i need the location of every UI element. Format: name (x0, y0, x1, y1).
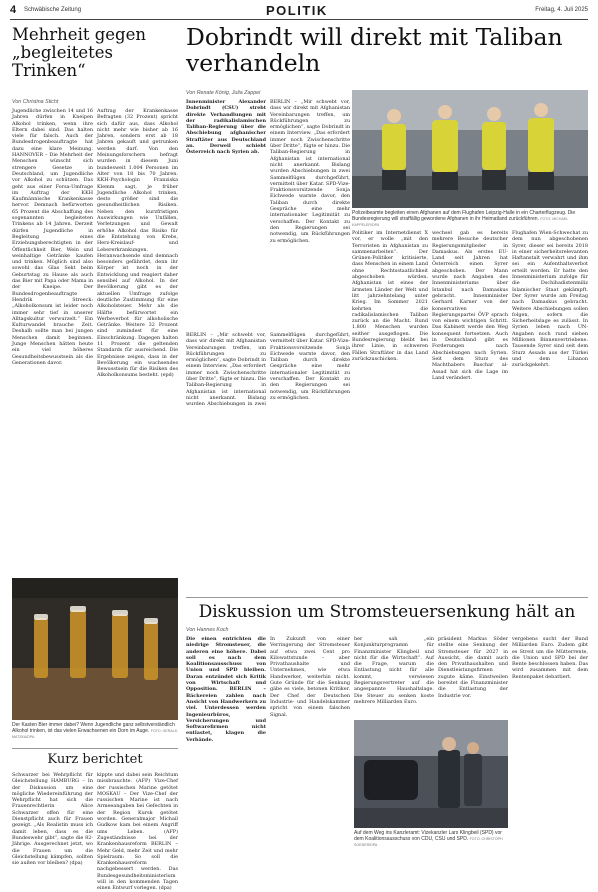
beer-photo-credit: FOTO: GERALD MATZKA/DPA (12, 729, 178, 739)
beer-photo-caption (12, 722, 178, 740)
story2-photo-credit: FOTO: CHRISTOPH SOEDER/DPA (354, 837, 503, 847)
beer-photo (12, 578, 178, 720)
story2-divider (186, 597, 588, 598)
main-photo-credit: FOTO: MICHAEL KAPPELER/DPA (352, 217, 569, 227)
section-title: POLITIK (266, 3, 328, 18)
story2-column-2: In Zukunft von einer Verringerung der Stromsteuer auf etwa zwei Cent pro Kilowattstunde – aber Privathaushalte und Unternehmen, wie etwa Handwerker, weiterhin nicht. Gute Gründe für die Senkung gäbe es viele, betonen Kritiker. Der Chef der Deutschen Industrie- und Handelskammer spricht von einem falschen Signal. (270, 636, 350, 718)
story2-column-4: präsident Markus Söder stellte eine Senkung der Stromsteuer für 2027 in Aussicht, die damit auch den Privathaushalten und Dienstleistungsfirmen zugute käme. Einstweilen bereitet die Finanzminister die Entlastung der Industrie vor. (438, 636, 508, 699)
page-header (10, 4, 588, 20)
main-article-column-4: wechsel gab es bereits mehrere Besuche deutscher Regierungsmitglieder in Damaskus. Als erstes EU-Land seit Jahren hat Österreich einen Syrer abgeschoben. Der Mann wurde nach Angaben des Innenministeriums über Istanbul nach Damaskus gebracht. Innenminister Gerhard Karner von der konservativen Regierungspartei ÖVP sprach von einem wichtigen Schritt. Das Kabinett werde den Weg konsequent fortsetzen. Auch in Deutschland gibt es Forderungen nach Abschiebungen nach Syrien. Seit dem Sturz des Machthabers Baschar al-Assad hat sich die Lage im Land verändert. (432, 230, 508, 381)
main-caption-text: Polizeibeamte begleiten einen Afghanen auf dem Flughafen Leipzig-Halle in ein Charterflugzeug. Die Bundesregierung will straffällig gewordene Afghanen in ihr Heimatland zurückführen. (352, 210, 576, 222)
story2-byline: Von Hannes Koch (186, 627, 229, 633)
main-article-column-2: BERLIN – „Mir schwebt vor, dass wir direkt mit Afghanistan Vereinbarungen treffen, um Rückführungen zu ermöglichen“, sagte Dobrindt in einem Interview. „Das erfordert immer noch Zwischenschritte über Dritte“, fügte er hinzu. Die Taliban-Regierung in Afghanistan ist international nicht anerkannt. Bislang wurden Abschiebungen in zwei Sammelflügen durchgeführt, vermittelt über Katar. SPD-Vize-Fraktionsvorsitzende Sonja Eichwede warnte davor, den Taliban durch direkte Gespräche eine mehr internationaler Legitimität zu verschaffen. Der Kontakt zu den Regierungen sei notwendig, um Rückführungen zu ermöglichen. (270, 99, 350, 244)
story2-column-5: vergebens sucht der Bund Milliarden Euro. Zudem gibt es Streit um die Mütterrente, die Union und SPD bei der Rente beschlossen haben. Das wird zusammen mit dem Rentenpaket debattiert. (512, 636, 588, 680)
kurz-item-schwarzer: Schwarzer bei Wehrpflicht für Gleichstellung HAMBURG – In der Diskussion um eine mögliche Wiedereinführung der Wehrpflicht hat sich die Frauenrechtlerin Alice Schwarzer offen für eine Dienstpflicht auch für Frauen gezeigt. „Als Realistin muss ich damit leben, dass es die Bundeswehr gibt“, sagte die 82-Jährige. Ausgerechnet jetzt, wo die Frauen um die Gleichstellung kämpfen, sollten sie außen vor bleiben? (dpa) (12, 772, 93, 867)
left-article-column-2: Auftrag der Krankenkasse Befragten (32 Prozent) spricht sich dafür aus, dass Alkohol nicht mehr wie bisher ab 16 Jahren, sondern erst ab 18 Jahren gekauft und getrunken werden darf. Von den Meinungsforschern befragt wurden in diesem Juni bundesweit 1.004 Personen im Alter von 18 bis 70 Jahren. KKH-Psychologin Franziska Klemm sagt, je früher Jugendliche Alkohol trinken, desto größer sind die gesundheitlichen Risiken. Neben den kurzfristigen Auswirkungen wie Unfällen, Verletzungen und Gewalt erhöhe Alkohol das Risiko für die Entstehung von Krebs, Herz-Kreislauf- und Lebererkrankungen. Heranwachsende sind demnach besonders gefährdet, denn ihr Körper ist noch in der Entwicklung und reagiert daher sensibel auf Alkohol. In der Bevölkerung gibt es der aktuellen Umfrage zufolge deutliche Zustimmung für eine Alkoholsteuer. Mehr als die Hälfte befürwortet ein Werbeverbot für alkoholische Getränke. Weitere 32 Prozent sind zumindest für eine Einschränkung. Dagegen halten 11 Prozent die geltenden Standards für ausreichend. Die Ergebnisse zeigen, dass in der Bevölkerung ein wachsendes Bewusstsein für die Risiken des Alkoholkonsums besteht. (epd) (97, 108, 178, 379)
story2-photo-caption (354, 830, 508, 848)
main-article-lead: Innenminister Alexander Dobrindt (CSU) strebt direkte Verhandlungen mit der radikalislamischen Taliban-Regierung über die Abschiebung afghanischer Straftäter aus Deutschland an. Derweil schiebt Österreich nach Syrien ab. (186, 99, 266, 156)
beer-caption-text: Der Kasten Bier immer dabei? Wenn Jugendliche ganz selbstverständlich Alkohol trinken, ist das vielen Erwachsenen ein Dorn im Auge. (12, 722, 175, 734)
main-article-column-3: Politiker im Internetdienst X vor, er wolle „mit den Terroristen in Afghanistan zu sammenarbeiten“. Der Grünen-Politiker kritisierte, dass Menschen in einem Land ohne Rechtsstaatlichkeit abgeschoben würden. Afghanistan ist eines der ärmsten Länder der Welt und litt jahrzehntelang unter Krieg. Im Sommer 2021 kehrten die radikalislamischen Taliban zurück an die Macht. Rund 1.800 Menschen wurden seither ausgeflogen. Die Bundesregierung bleibt bei ihrer Linie, in schweren Fällen Straftäter in das Land zurückzuschicken. (352, 230, 428, 362)
klingbeil-photo (354, 720, 508, 828)
story2-caption-text: Auf dem Weg ins Kanzleramt: Vizekanzler Lars Klingbeil (SPD) vor dem Koalitionsausschuss von CDU, CSU und SPD. (354, 830, 502, 842)
story2-column-3: her sah „ein Konjunkturprogramm für Finanzminister Klingbeil und nicht für die Wirtschaft“. Auf die Frage, warum die Entlastung nicht für alle kommt, verwiesen Regierungsvertreter auf die angespannte Haushaltslage. Die Steuer zu senken koste mehrere Milliarden Euro. (354, 636, 434, 705)
deportation-photo (352, 90, 588, 208)
story2-lead: Die einen entrichten die niedrige Stromsteuer, die anderen eine höhere. Dabei soll es nach dem Koalitionsausschuss von Union und SPD bleiben. Daran entzündet sich Kritik von Wirtschaft und Opposition. BERLIN – Bäckereien zahlen nach Ansicht von Handwerkern zu viel. Unterdessen werden Ingenieurbüros, Versicherungen und Softwarefirmen nicht entlastet, klagen die Verbände. (186, 636, 266, 743)
issue-date: Freitag, 4. Juli 2025 (535, 7, 588, 13)
kurz-divider (12, 748, 178, 749)
story2-title: Diskussion um Stromsteuersenkung hält an (198, 602, 576, 622)
main-article-byline: Von Renate König, Julia Zappei (186, 90, 261, 96)
left-article-column-1: Jugendliche zwischen 14 und 16 Jahren dürfen in Kneipen Alkohol trinken, wenn ihre Eltern dabei sind. Das halten viele für falsch. Auch der Bundesdrogenbeauftragte hat dazu eine klare Meinung. HANNOVER – Die Mehrheit der Menschen wünscht sich strengere Gesetze in Deutschland, um Jugendliche vor Alkohol zu schützen. Das geht aus einer Forsa-Umfrage im Auftrag der KKH Kaufmännische Krankenkasse hervor. Demnach befürworten 65 Prozent die Abschaffung des sogenannten begleiteten Trinkens ab 14 Jahren. Derzeit dürfen Jugendliche in Begleitung eines Erziehungsberechtigten in der Öffentlichkeit Bier, Wein und weinhaltige Getränke kaufen und trinken. Möglich sind also sowohl das Glas Sekt beim Geburtstag zu Hause als auch das Bier mit Papa oder Mama in der Kneipe. Der Bundesdrogenbeauftragte Hendrik Streeck: „Alkoholkonsum ist leider noch immer sehr tief in unserer Alltagskultur verwurzelt.“ Ein Kulturwandel brauche Zeit. Deshalb sollte man bei jungen Menschen damit beginnen. Junge Menschen hätten heute ein viel höheres Gesundheitsbewusstsein als die Generationen davor. (12, 108, 93, 366)
main-article-column-5: Flughafen Wien-Schwechat zu dem nun abgeschobenen Syrer, dieser sei bereits 2018 in einer sicherheitsrelevanten Haftanstalt verwahrt und ihm sei ein Aufenthaltsverbot erteilt worden. Er hatte den Innenministerium zufolge für die Dschihadistenmiliz Islamischer Staat gekämpft. Der Syrer wurde am Freitag nach Damaskus gebracht. Weitere Abschiebungen sollen folgen, sofern die Sicherheitslage es zulässt. In Syrien leben nach UN-Angaben noch rund sieben Millionen Binnenvertriebene. Tausende Syrer sind seit dem Sturz Assads aus der Türkei und dem Libanon zurückgekehrt. (512, 230, 588, 369)
page-number: 4 (10, 4, 17, 16)
main-article-continued: BERLIN – „Mir schwebt vor, dass wir direkt mit Afghanistan Vereinbarungen treffen, um Rückführungen zu ermöglichen“, sagte Dobrindt in einem Interview. „Das erfordert immer noch Zwischenschritte über Dritte“, fügte er hinzu. Die Taliban-Regierung in Afghanistan ist international nicht anerkannt. Bislang wurden Abschiebungen in zwei Sammelflügen durchgeführt, vermittelt über Katar. SPD-Vize-Fraktionsvorsitzende Sonja Eichwede warnte davor, den Taliban durch direkte Gespräche eine mehr internationaler Legitimität zu verschaffen. Der Kontakt zu den Regierungen sei notwendig, um Rückführungen zu ermöglichen. (186, 332, 350, 408)
kurz-items-more: kippte und dabei sein Reichtum missbrauchte. (AFP) Vize-Chef der russischen Marine getötet MOSKAU – Der Vize-Chef der russischen Marine ist nach Armeeangaben bei Gefechten in der Region Kursk getötet worden. Generalmajor Michail Gudkow kam bei einem Angriff ums Leben. (AFP) Zugeständnisse bei der Krankenhausreform BERLIN – Mehr Geld, mehr Zeit und mehr Spielraum: So soll die Krankenhausreform nachgebessert werden. Das Bundesgesundheitsministerium will in den kommenden Tagen einen Entwurf vorlegen. (dpa) (97, 772, 178, 892)
left-article-byline: Von Christina Sticht (12, 99, 59, 105)
left-article-title: Mehrheit gegen „begleitetes Trinken“ (12, 25, 146, 80)
kurz-berichtet-title: Kurz berichtet (47, 752, 143, 767)
main-article-title: Dobrindt will direkt mit Taliban verhandeln (186, 23, 563, 77)
main-photo-caption (352, 210, 588, 228)
newspaper-name: Schwäbische Zeitung (24, 7, 82, 13)
